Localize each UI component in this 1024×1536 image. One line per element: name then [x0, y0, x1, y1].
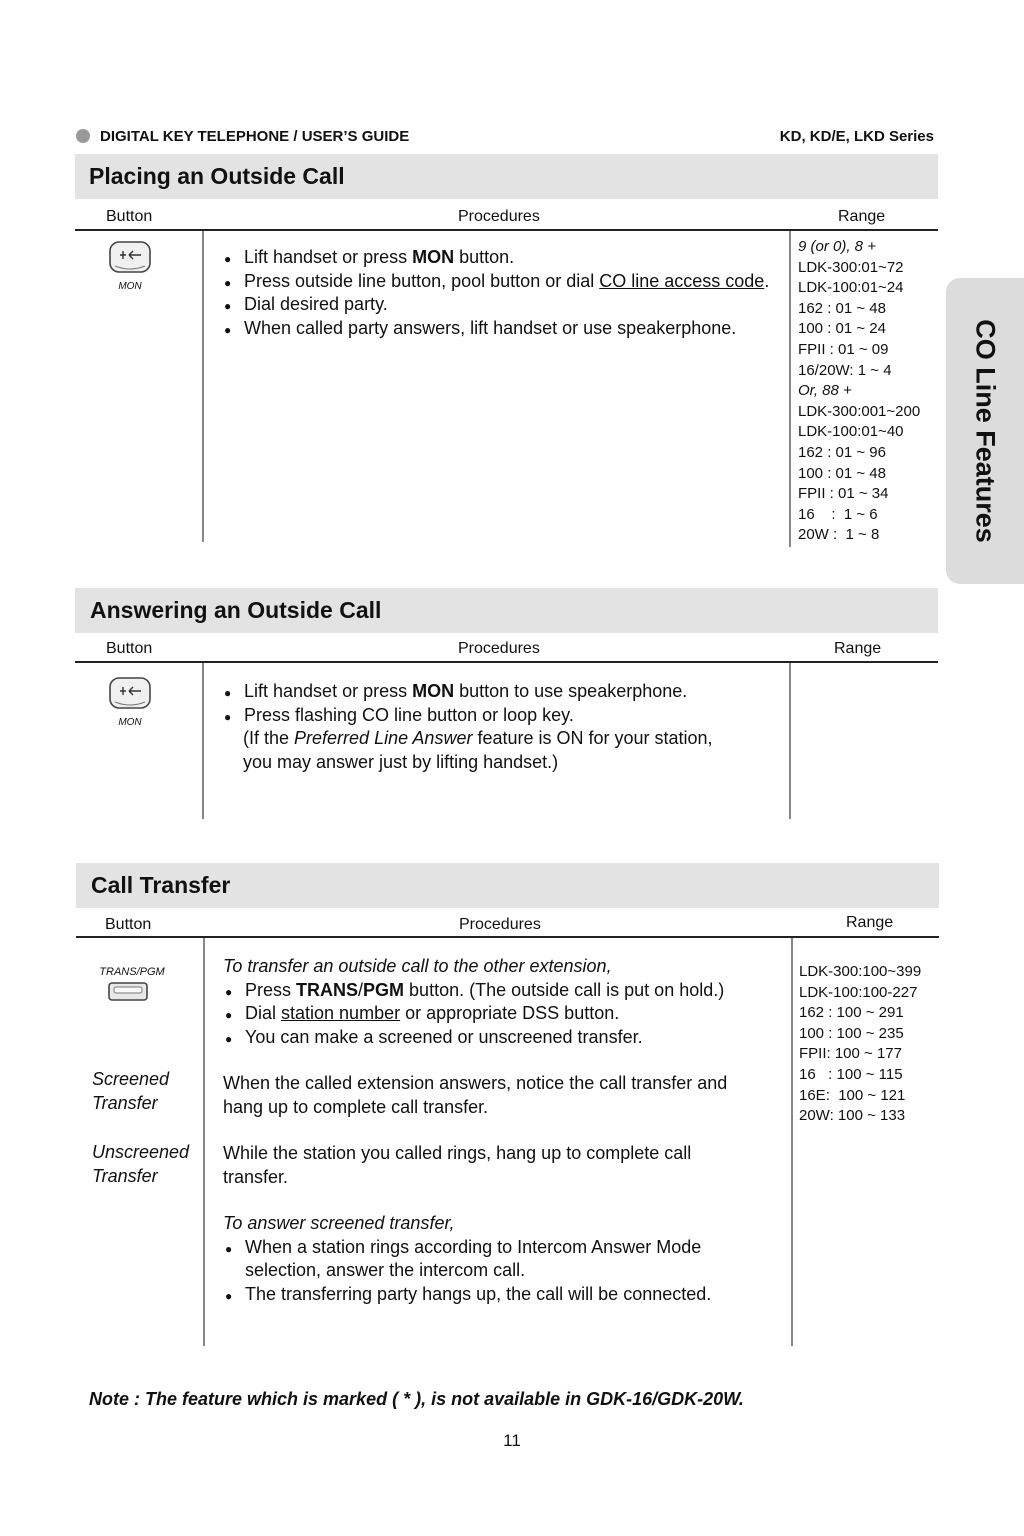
procedure-note: (If the Preferred Line Answer feature is ON for your station, — [243, 728, 713, 748]
range-line: 16 : 1 ~ 6 — [798, 505, 878, 523]
side-tab-label: CO Line Features — [970, 319, 1001, 543]
section-title-bar — [76, 863, 939, 908]
list-item: ● Press flashing CO line button or loop key. — [222, 704, 787, 728]
section-title: Placing an Outside Call — [89, 163, 345, 189]
range-line: 16 : 100 ~ 115 — [799, 1065, 903, 1083]
mon-key-icon — [108, 676, 152, 712]
column-header-procedures: Procedures — [458, 640, 540, 657]
column-divider — [789, 231, 791, 547]
mon-key-icon — [108, 240, 152, 276]
range-line: 100 : 01 ~ 48 — [798, 464, 886, 482]
list-item: ● The transferring party hangs up, the call will be connected. — [223, 1283, 788, 1307]
column-divider — [202, 231, 204, 542]
list-item: ● Dial station number or appropriate DSS button. — [223, 1002, 788, 1026]
mon-key-label: MON — [118, 717, 142, 728]
range-line: LDK-300:100~399 — [799, 963, 922, 980]
table-header-rule — [75, 661, 938, 663]
answer-screened-block — [223, 1212, 788, 1306]
mon-key — [108, 676, 152, 728]
list-item: ● Lift handset or press MON button. — [222, 246, 787, 270]
column-header-button: Button — [106, 640, 153, 657]
unscreened-transfer-label: Unscreened Transfer — [92, 1142, 190, 1186]
list-item: ● When a station rings according to Intercom Answer Mode selection, answer the intercom call. — [223, 1236, 788, 1283]
range-line: LDK-100:01~24 — [798, 279, 904, 297]
trans-pgm-key — [96, 966, 168, 1004]
column-header-button: Button — [105, 916, 152, 933]
range-line: 162 : 01 ~ 48 — [798, 299, 886, 317]
section-title: Call Transfer — [91, 872, 231, 898]
trans-pgm-key-label: TRANS/PGM — [99, 966, 165, 978]
mon-key — [108, 240, 152, 292]
column-header-range: Range — [846, 914, 894, 931]
asterisk-mark: * — [403, 1389, 411, 1409]
screened-transfer-label: Screened Transfer — [92, 1069, 170, 1113]
column-divider — [202, 663, 204, 819]
range-line: FPII: 100 ~ 177 — [799, 1045, 902, 1063]
list-item: ● Press outside line button, pool button or dial CO line access code. — [222, 270, 787, 294]
procedure-list — [222, 680, 787, 774]
range-line: 162 : 100 ~ 291 — [799, 1004, 904, 1022]
column-divider — [203, 938, 205, 1346]
range-line: 100 : 100 ~ 235 — [799, 1024, 904, 1042]
table-header-rule — [76, 936, 939, 938]
list-item: ● Press TRANS/PGM button. (The outside call is put on hold.) — [223, 979, 788, 1003]
column-header-procedures: Procedures — [458, 208, 540, 225]
column-header-procedures: Procedures — [459, 916, 541, 933]
footnote: Note : The feature which is marked ( * ), is not available in GDK-16/GDK-20W. — [89, 1389, 744, 1409]
side-tab — [946, 278, 1024, 584]
list-item: ● Dial desired party. — [222, 293, 787, 317]
range-line: 100 : 01 ~ 24 — [798, 320, 886, 338]
range-line: LDK-300:001~200 — [798, 402, 921, 420]
section-title-bar — [75, 588, 938, 633]
range-line: FPII : 01 ~ 34 — [798, 485, 889, 503]
table-header-rule — [75, 229, 938, 231]
procedure-list — [222, 246, 787, 340]
column-header-range: Range — [838, 208, 886, 225]
answer-screened-intro: To answer screened transfer, — [223, 1213, 455, 1233]
page-number: 11 — [503, 1431, 521, 1450]
header-series: KD, KD/E, LKD Series — [779, 128, 934, 145]
column-divider — [789, 663, 791, 819]
header-guide-title: DIGITAL KEY TELEPHONE / USER’S GUIDE — [100, 128, 410, 145]
section-title: Answering an Outside Call — [90, 597, 382, 623]
unscreened-transfer-text: While the station you called rings, hang up to complete call transfer. — [223, 1143, 692, 1187]
procedure-intro: To transfer an outside call to the other extension, — [223, 956, 612, 976]
range-line: Or, 88 + — [798, 382, 852, 400]
range-line: 20W: 100 ~ 133 — [799, 1107, 906, 1125]
range-line: FPII : 01 ~ 09 — [798, 340, 889, 358]
range-line: LDK-300:01~72 — [798, 258, 904, 276]
range-line: LDK-100:01~40 — [798, 423, 904, 441]
list-item: ● Lift handset or press MON button to use speakerphone. — [222, 680, 787, 704]
range-line: 20W : 1 ~ 8 — [798, 526, 880, 544]
range-line: LDK-100:100-227 — [799, 983, 918, 1001]
header-bullet-icon — [76, 129, 90, 143]
list-item: ● When called party answers, lift handset or use speakerphone. — [222, 317, 787, 341]
screened-transfer-text: When the called extension answers, notice the call transfer and hang up to complete call transfer. — [223, 1073, 728, 1117]
trans-pgm-key-icon — [107, 980, 151, 1004]
procedure-note: you may answer just by lifting handset.) — [243, 751, 559, 772]
column-divider — [791, 938, 793, 1346]
range-line: 162 : 01 ~ 96 — [798, 443, 886, 461]
range-line: 9 (or 0), 8 + — [798, 238, 876, 255]
mon-key-label: MON — [118, 281, 142, 292]
column-header-button: Button — [106, 208, 153, 225]
range-list — [798, 237, 943, 546]
range-line: 16/20W: 1 ~ 4 — [798, 361, 892, 379]
range-line: 16E: 100 ~ 121 — [799, 1086, 906, 1104]
range-list — [799, 962, 944, 1127]
column-header-range: Range — [834, 640, 882, 657]
section-title-bar — [75, 154, 938, 199]
procedure-block — [223, 955, 788, 1049]
list-item: ● You can make a screened or unscreened transfer. — [223, 1026, 788, 1050]
